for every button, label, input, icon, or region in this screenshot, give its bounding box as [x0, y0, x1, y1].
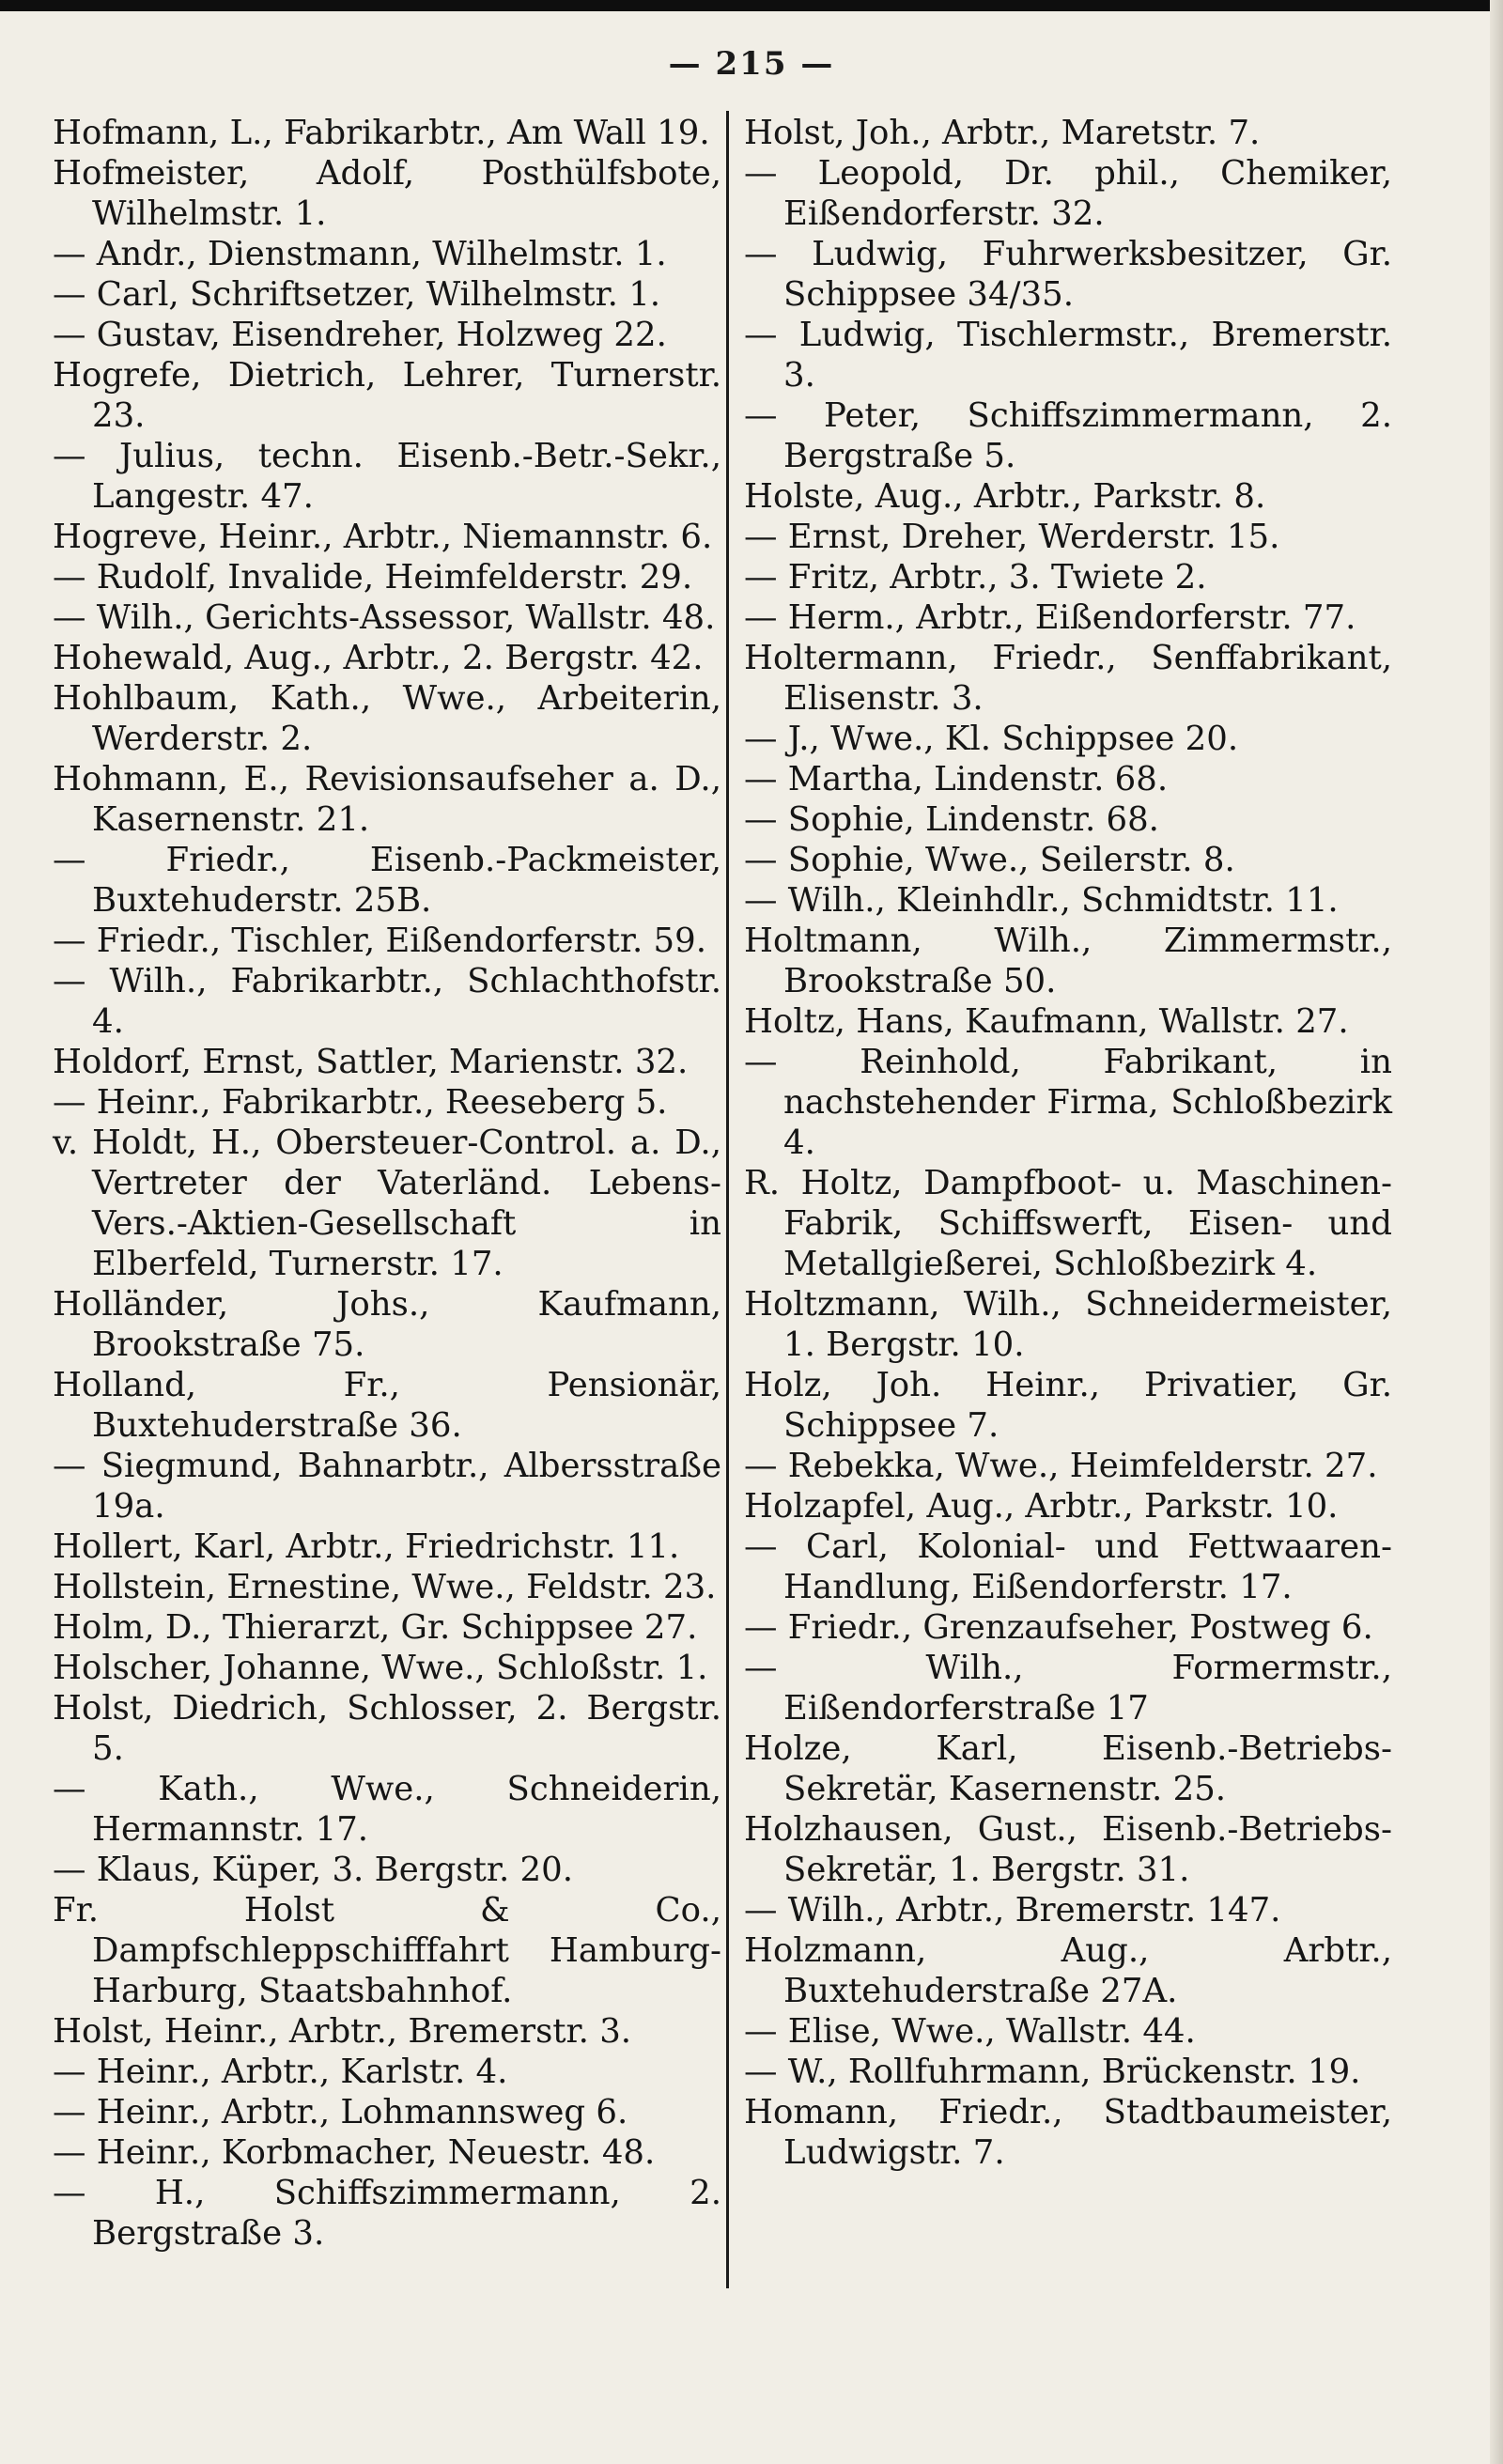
- directory-entry: — Friedr., Grenzaufseher, Postweg 6.: [744, 1608, 1373, 1647]
- directory-entry: — Wilh., Kleinhdlr., Schmidtstr. 11.: [744, 881, 1339, 920]
- left-column: [53, 113, 721, 2254]
- directory-entry: Hohewald, Aug., Arbtr., 2. Bergstr. 42.: [53, 639, 704, 677]
- directory-entry: Holze, Karl, Eisenb.-Betriebs-Sekretär, Kasernenstr. 25.: [744, 1729, 1392, 1808]
- directory-entry: — Wilh., Arbtr., Bremerstr. 147.: [744, 1891, 1281, 1929]
- directory-entry: — Wilh., Fabrikarbtr., Schlachthofstr. 4.: [53, 962, 721, 1041]
- directory-entry: — Gustav, Eisendreher, Holzweg 22.: [53, 316, 667, 354]
- directory-entry: — Heinr., Korbmacher, Neuestr. 48.: [53, 2133, 656, 2172]
- directory-entry: — H., Schiffszimmermann, 2. Bergstraße 3.: [53, 2174, 721, 2253]
- directory-entry: Holländer, Johs., Kaufmann, Brookstraße 75.: [53, 1285, 721, 1364]
- directory-entry: — Ludwig, Fuhrwerksbesitzer, Gr. Schippsee 34/35.: [744, 235, 1392, 314]
- directory-entry: — Elise, Wwe., Wallstr. 44.: [744, 2012, 1196, 2051]
- directory-entry: — Wilh., Gerichts-Assessor, Wallstr. 48.: [53, 598, 716, 637]
- directory-entry: R. Holtz, Dampfboot- u. Maschinen-Fabrik, Schiffswerft, Eisen- und Metallgießerei, Schloßbezirk 4.: [744, 1164, 1392, 1283]
- directory-entry: Fr. Holst & Co., Dampfschleppschifffahrt Hamburg-Harburg, Staatsbahnhof.: [53, 1891, 721, 2010]
- directory-entry: Holtmann, Wilh., Zimmermstr., Brookstraße 50.: [744, 922, 1392, 1000]
- directory-entry: — W., Rollfuhrmann, Brückenstr. 19.: [744, 2053, 1361, 2091]
- directory-entry: Hohlbaum, Kath., Wwe., Arbeiterin, Werderstr. 2.: [53, 679, 721, 758]
- directory-entry: — Sophie, Lindenstr. 68.: [744, 800, 1159, 839]
- directory-entry: — Ernst, Dreher, Werderstr. 15.: [744, 518, 1280, 556]
- directory-entry: — Heinr., Arbtr., Lohmannsweg 6.: [53, 2093, 628, 2131]
- directory-entry: Hohmann, E., Revisionsaufseher a. D., Kasernenstr. 21.: [53, 760, 721, 839]
- directory-entry: v. Holdt, H., Obersteuer-Control. a. D., Vertreter der Vaterländ. Lebens-Vers.-Aktien-Gesellschaft in Elberfeld, Turnerstr. 17.: [53, 1124, 721, 1283]
- directory-entry: — Friedr., Tischler, Eißendorferstr. 59.: [53, 922, 707, 960]
- column-divider: [726, 111, 729, 2288]
- page-number: — 215 —: [668, 45, 835, 83]
- scan-top-edge: [0, 0, 1503, 11]
- directory-entry: — Reinhold, Fabrikant, in nachstehender Firma, Schloßbezirk 4.: [744, 1043, 1392, 1162]
- directory-entry: Holtermann, Friedr., Senffabrikant, Elisenstr. 3.: [744, 639, 1392, 718]
- directory-entry: Hollert, Karl, Arbtr., Friedrichstr. 11.: [53, 1527, 680, 1566]
- directory-entry: — Leopold, Dr. phil., Chemiker, Eißendorferstr. 32.: [744, 154, 1392, 233]
- directory-entry: Holland, Fr., Pensionär, Buxtehuderstraße 36.: [53, 1366, 721, 1445]
- directory-entry: Hofmeister, Adolf, Posthülfsbote, Wilhelmstr. 1.: [53, 154, 721, 233]
- directory-entry: — Ludwig, Tischlermstr., Bremerstr. 3.: [744, 316, 1392, 395]
- directory-entry: — Sophie, Wwe., Seilerstr. 8.: [744, 841, 1235, 879]
- directory-entry: — Rebekka, Wwe., Heimfelderstr. 27.: [744, 1447, 1378, 1485]
- directory-entry: — Herm., Arbtr., Eißendorferstr. 77.: [744, 598, 1356, 637]
- directory-entry: — Heinr., Fabrikarbtr., Reeseberg 5.: [53, 1083, 668, 1122]
- directory-entry: Holst, Joh., Arbtr., Maretstr. 7.: [744, 114, 1261, 152]
- directory-entry: — Heinr., Arbtr., Karlstr. 4.: [53, 2053, 508, 2091]
- directory-entry: — Andr., Dienstmann, Wilhelmstr. 1.: [53, 235, 667, 273]
- directory-entry: Holzhausen, Gust., Eisenb.-Betriebs-Sekretär, 1. Bergstr. 31.: [744, 1810, 1392, 1889]
- directory-entry: — Fritz, Arbtr., 3. Twiete 2.: [744, 558, 1207, 597]
- directory-entry: — Friedr., Eisenb.-Packmeister, Buxtehuderstr. 25B.: [53, 841, 721, 920]
- directory-entry: Holdorf, Ernst, Sattler, Marienstr. 32.: [53, 1043, 689, 1081]
- directory-entry: — Siegmund, Bahnarbtr., Albersstraße 19a.: [53, 1447, 721, 1526]
- directory-entry: Holtz, Hans, Kaufmann, Wallstr. 27.: [744, 1002, 1349, 1041]
- directory-entry: Holst, Diedrich, Schlosser, 2. Bergstr. 5.: [53, 1689, 721, 1768]
- directory-entry: Hogrefe, Dietrich, Lehrer, Turnerstr. 23.: [53, 356, 721, 435]
- directory-entry: Hogreve, Heinr., Arbtr., Niemannstr. 6.: [53, 518, 713, 556]
- directory-entry: — Peter, Schiffszimmermann, 2. Bergstraße 5.: [744, 396, 1392, 475]
- directory-entry: — Carl, Schriftsetzer, Wilhelmstr. 1.: [53, 275, 661, 314]
- directory-entry: — Wilh., Formermstr., Eißendorferstraße 17: [744, 1649, 1392, 1728]
- directory-entry: Holtzmann, Wilh., Schneidermeister, 1. Bergstr. 10.: [744, 1285, 1392, 1364]
- right-column: [744, 113, 1392, 2173]
- directory-entry: Holzmann, Aug., Arbtr., Buxtehuderstraße 27A.: [744, 1931, 1392, 2010]
- directory-entry: — Klaus, Küper, 3. Bergstr. 20.: [53, 1851, 573, 1889]
- directory-entry: — Kath., Wwe., Schneiderin, Hermannstr. 17.: [53, 1770, 721, 1849]
- directory-entry: Holzapfel, Aug., Arbtr., Parkstr. 10.: [744, 1487, 1339, 1526]
- directory-entry: — Rudolf, Invalide, Heimfelderstr. 29.: [53, 558, 693, 597]
- directory-entry: — Julius, techn. Eisenb.-Betr.-Sekr., Langestr. 47.: [53, 437, 721, 516]
- directory-entry: — Martha, Lindenstr. 68.: [744, 760, 1169, 798]
- directory-entry: Holst, Heinr., Arbtr., Bremerstr. 3.: [53, 2012, 632, 2051]
- directory-entry: Holste, Aug., Arbtr., Parkstr. 8.: [744, 477, 1266, 516]
- directory-entry: — Carl, Kolonial- und Fettwaaren-Handlung, Eißendorferstr. 17.: [744, 1527, 1392, 1606]
- directory-entry: Homann, Friedr., Stadtbaumeister, Ludwigstr. 7.: [744, 2093, 1392, 2172]
- directory-entry: Holscher, Johanne, Wwe., Schloßstr. 1.: [53, 1649, 708, 1687]
- directory-entry: Holz, Joh. Heinr., Privatier, Gr. Schippsee 7.: [744, 1366, 1392, 1445]
- scan-right-edge: [1490, 0, 1503, 2464]
- directory-entry: Hollstein, Ernestine, Wwe., Feldstr. 23.: [53, 1568, 717, 1606]
- directory-entry: — J., Wwe., Kl. Schippsee 20.: [744, 720, 1239, 758]
- directory-entry: Hofmann, L., Fabrikarbtr., Am Wall 19.: [53, 114, 710, 152]
- directory-entry: Holm, D., Thierarzt, Gr. Schippsee 27.: [53, 1608, 698, 1647]
